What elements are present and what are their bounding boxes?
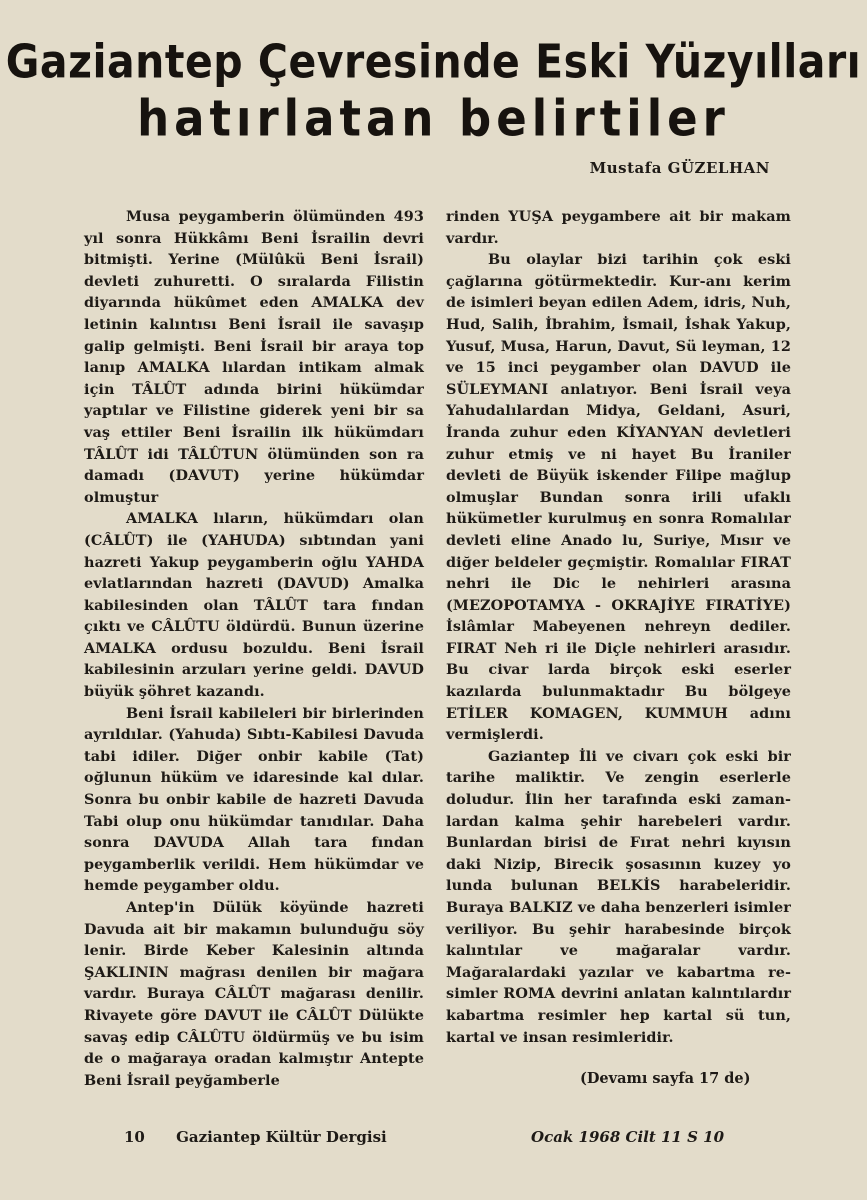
- text-column-right: [446, 206, 791, 1048]
- paragraph: Gaziantep İli ve civarı çok eski bir tarihe maliktir. Ve zengin eserlerle doludur. İlin her tarafında eski zamanlardan kalma şehir harebeleri vardır. Bunlardan birisi de Fırat nehri kıyısın daki Nizip, Birecik şosasının kuzey yo lunda bulunan BELKİS harabeleridir. Buraya BALKIZ ve daha benzerleri isimler veriliyor. Bu şehir harabesinde birçok kalıntılar ve mağaralar vardır. Mağaralardaki yazılar ve kabartma resimler ROMA devrini anlatan kalıntılardır kabartma resimler hep kartal sü tun, kartal ve insan resimleridir.: [446, 747, 791, 1046]
- issue-info: Ocak 1968 Cilt 11 S 10: [531, 1128, 725, 1146]
- magazine-name: Gaziantep Kültür Dergisi: [176, 1128, 387, 1146]
- paragraph: Musa peygamberin ölümünden 493 yıl sonra Hükkâmı Beni İsrailin devri bitmişti. Yerine (Mülûkü Beni İsrail) devleti zuhuretti. O sıralarda Filistin diyarında hükûmet eden AMALKA dev letinin kalıntısı Beni İsrail ile savaşıp galip gelmişti. Beni İsrail bir araya top lanıp AMALKA lılardan intikam almak için TÂLÛT adında birini hükümdar yaptılar ve Filistine giderek yeni bir sa vaş ettiler Beni İsrailin ilk hükümdarı TÂLÛT idi TÂLÛTUN ölümünden son ra damadı (DAVUT) yerine hükümdar olmuştur: [84, 208, 424, 506]
- paragraph: Bu olaylar bizi tarihin çok eski çağlarına götürmektedir. Kur-anı kerim de isimleri beyan edilen Adem, idris, Nuh, Hud, Salih, İbrahim, İsmail, İshak Yakup, Yusuf, Musa, Harun, Davut, Sü leyman, 12 ve 15 inci peygamber olan DAVUD ile SÜLEYMANI anlatıyor. Beni İsrail veya Yahudalılardan Midya, Geldani, Asuri, İranda zuhur eden KİYANYAN devletleri zuhur etmiş ve ni hayet Bu İraniler devleti de Büyük iskender Filipe mağlup olmuşlar Bundan sonra irili ufaklı hükümetler kurulmuş en sonra Romalılar devleti eline Anado lu, Suriye, Mısır ve diğer beldeler geçmiştir. Romalılar FIRAT nehri ile Dic le nehirleri arasına (MEZOPOTAMYA - OKRAJİYE FIRATİYE) İslâmlar Mabeyenen nehreyn dediler. FIRAT Neh ri ile Diçle nehirleri arasıdır. Bu civar larda birçok eski eserler kazılarda bulunmaktadır Bu bölgeye ETİLER KOMAGEN, KUMMUH adını vermişlerdi.: [446, 251, 791, 744]
- paragraph: Beni İsrail kabileleri bir birlerinden ayrıldılar. (Yahuda) Sıbtı-Kabilesi Davuda tabi idiler. Diğer onbir kabile (Tat) oğlunun hüküm ve idaresinde kal dılar. Sonra bu onbir kabile de hazreti Davuda Tabi olup onu hükümdar tanıdılar. Daha sonra DAVUDA Allah tara fından peygamberlik verildi. Hem hükümdar ve hemde peygamber oldu.: [84, 704, 424, 895]
- paragraph: rinden YUŞA peygambere ait bir makam vardır.: [446, 208, 791, 247]
- paragraph: AMALKA lıların, hükümdarı olan (CÂLÛT) ile (YAHUDA) sıbtından yani hazreti Yakup peygamberin oğlu YAHDA evlatlarından hazreti (DAVUD) Amalka kabilesinden olan TÂLÛT tara fından çıktı ve CÂLÛTU öldürdü. Bunun üzerine AMALKA ordusu bozuldu. Beni İsrail kabilesinin arzuları yerine geldi. DAVUD büyük şöhret kazandı.: [84, 510, 424, 701]
- footer-left: [124, 1128, 387, 1146]
- text-column-left: [84, 206, 424, 1091]
- paragraph: Antep'in Dülük köyünde hazreti Davuda ait bir makamın bulunduğu söy lenir. Birde Keber Kalesinin altında ŞAKLININ mağrası denilen bir mağara vardır. Buraya CÂLÛT mağarası denilir. Rivayete göre DAVUT ile CÂLÛT Dülükte savaş edip CÂLÛTU öldürmüş ve bu isim de o mağaraya oradan kalmıştır Antepte Beni İsrail peyğamberle: [84, 899, 424, 1089]
- continued-note: (Devamı sayfa 17 de): [580, 1070, 751, 1087]
- article-author: Mustafa GÜZELHAN: [589, 159, 770, 177]
- article-title-line-2: hatırlatan belirtiler: [137, 89, 730, 148]
- article-title-line-1: Gaziantep Çevresinde Eski Yüzyılları: [5, 35, 862, 89]
- page-number: 10: [124, 1128, 145, 1146]
